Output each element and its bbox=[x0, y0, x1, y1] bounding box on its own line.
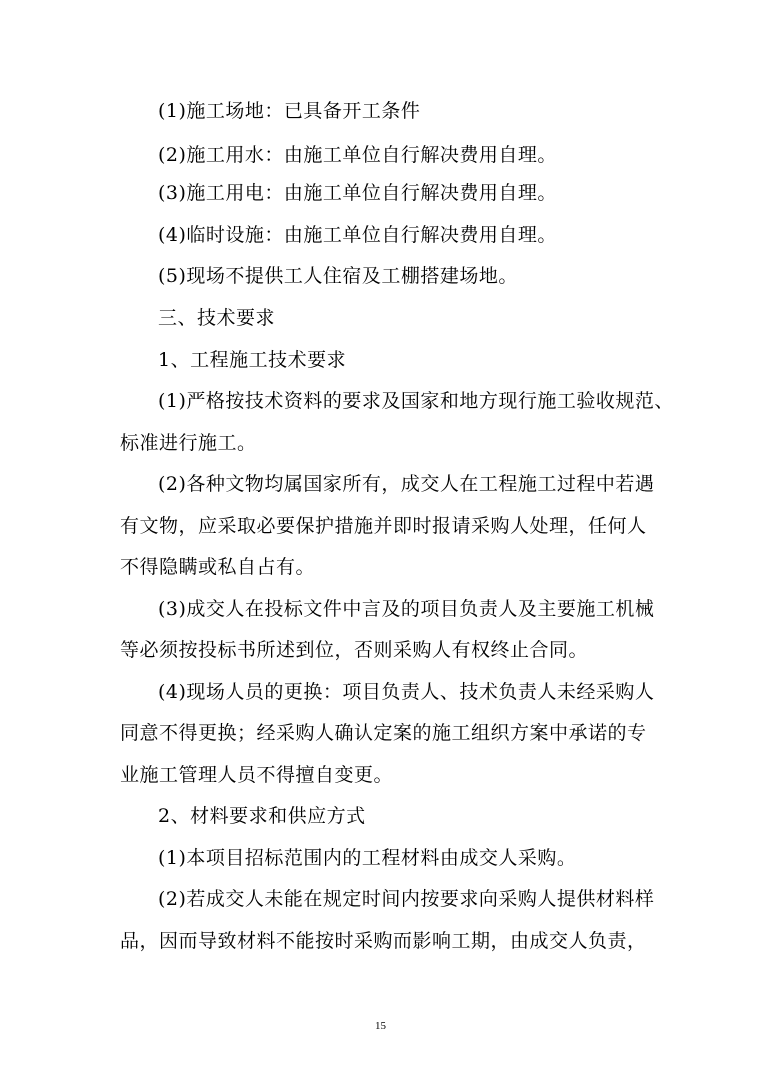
paragraph-line: 有文物，应采取必要保护措施并即时报请采购人处理，任何人 bbox=[120, 515, 647, 537]
paragraph-line: (3)施工用电：由施工单位自行解决费用自理。 bbox=[158, 182, 557, 204]
paragraph-line: (3)成交人在投标文件中言及的项目负责人及主要施工机械 bbox=[158, 598, 655, 620]
section-heading: 三、技术要求 bbox=[158, 307, 276, 329]
subsection-heading: 2、材料要求和供应方式 bbox=[158, 805, 366, 827]
paragraph-line: (1)施工场地：已具备开工条件 bbox=[158, 100, 421, 122]
paragraph-line: 标准进行施工。 bbox=[120, 432, 257, 454]
paragraph-line: 业施工管理人员不得擅自变更。 bbox=[120, 764, 394, 786]
paragraph-line: (1)严格按技术资料的要求及国家和地方现行施工验收规范、 bbox=[158, 390, 674, 412]
paragraph-line: (4)现场人员的更换：项目负责人、技术负责人未经采购人 bbox=[158, 681, 655, 703]
paragraph-line: (1)本项目招标范围内的工程材料由成交人采购。 bbox=[158, 847, 577, 869]
paragraph-line: (2)各种文物均属国家所有，成交人在工程施工过程中若遇 bbox=[158, 473, 655, 495]
subsection-heading: 1、工程施工技术要求 bbox=[158, 349, 347, 371]
paragraph-line: 品，因而导致材料不能按时采购而影响工期，由成交人负责， bbox=[120, 930, 647, 952]
paragraph-line: (5)现场不提供工人住宿及工棚搭建场地。 bbox=[158, 265, 518, 287]
page-number: 15 bbox=[375, 1020, 386, 1032]
paragraph-line: 同意不得更换；经采购人确认定案的施工组织方案中承诺的专 bbox=[120, 722, 647, 744]
paragraph-line: (2)若成交人未能在规定时间内按要求向采购人提供材料样 bbox=[158, 888, 655, 910]
paragraph-line: 等必须按投标书所述到位，否则采购人有权终止合同。 bbox=[120, 639, 589, 661]
paragraph-line: 不得隐瞒或私自占有。 bbox=[120, 556, 316, 578]
paragraph-line: (4)临时设施：由施工单位自行解决费用自理。 bbox=[158, 224, 557, 246]
paragraph-line: (2)施工用水：由施工单位自行解决费用自理。 bbox=[158, 144, 557, 166]
